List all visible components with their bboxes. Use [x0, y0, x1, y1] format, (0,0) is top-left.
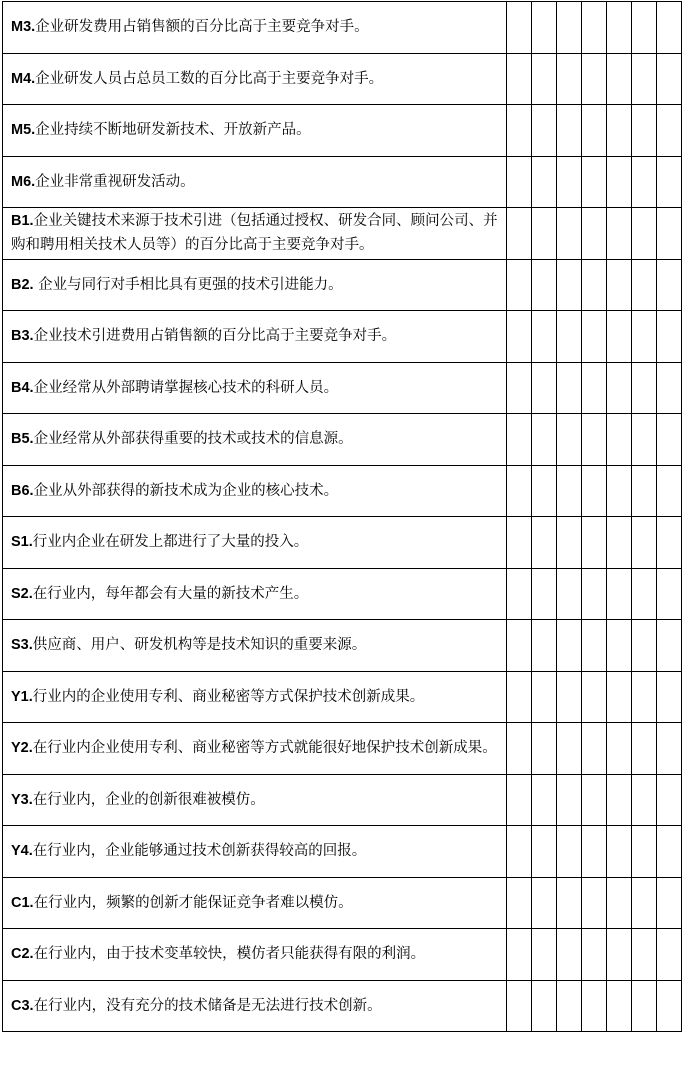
- rating-cell[interactable]: [581, 929, 606, 981]
- rating-cell[interactable]: [506, 362, 531, 414]
- rating-cell[interactable]: [656, 208, 681, 260]
- table-row: [3, 877, 682, 929]
- question-cell: [3, 671, 507, 723]
- rating-cell[interactable]: [631, 311, 656, 363]
- rating-cell[interactable]: [556, 156, 581, 208]
- rating-cell[interactable]: [531, 311, 556, 363]
- rating-cell[interactable]: [581, 568, 606, 620]
- rating-cell[interactable]: [581, 105, 606, 157]
- rating-cell[interactable]: [556, 2, 581, 54]
- rating-cell[interactable]: [556, 414, 581, 466]
- rating-cell[interactable]: [606, 208, 631, 260]
- question-id: Y3.: [11, 791, 33, 808]
- rating-cell[interactable]: [631, 105, 656, 157]
- table-row: [3, 156, 682, 208]
- rating-cell[interactable]: [631, 414, 656, 466]
- rating-cell[interactable]: [581, 723, 606, 775]
- rating-cell[interactable]: [631, 517, 656, 569]
- rating-cell[interactable]: [531, 156, 556, 208]
- question-cell: [3, 53, 507, 105]
- rating-cell[interactable]: [656, 929, 681, 981]
- question-cell: [3, 2, 507, 54]
- rating-cell[interactable]: [606, 826, 631, 878]
- rating-cell[interactable]: [506, 671, 531, 723]
- question-cell: [3, 826, 507, 878]
- rating-cell[interactable]: [656, 311, 681, 363]
- table-row: [3, 465, 682, 517]
- rating-cell[interactable]: [581, 362, 606, 414]
- question-id: B5.: [11, 431, 34, 448]
- rating-cell[interactable]: [631, 980, 656, 1032]
- rating-cell[interactable]: [531, 362, 556, 414]
- question-cell: [3, 105, 507, 157]
- question-cell: [3, 311, 507, 363]
- rating-cell[interactable]: [506, 311, 531, 363]
- question-text: 企业非常重视研发活动。: [35, 173, 195, 190]
- question-cell: [3, 723, 507, 775]
- rating-cell[interactable]: [606, 620, 631, 672]
- rating-cell[interactable]: [631, 2, 656, 54]
- question-text: 在行业内，没有充分的技术储备是无法进行技术创新。: [33, 997, 382, 1014]
- question-id: Y2.: [11, 740, 33, 757]
- question-id: B4.: [11, 379, 34, 396]
- rating-cell[interactable]: [656, 568, 681, 620]
- rating-cell[interactable]: [656, 774, 681, 826]
- rating-cell[interactable]: [606, 929, 631, 981]
- question-id: B3.: [11, 328, 34, 345]
- rating-cell[interactable]: [506, 877, 531, 929]
- rating-cell[interactable]: [656, 2, 681, 54]
- rating-cell[interactable]: [531, 620, 556, 672]
- rating-cell[interactable]: [506, 53, 531, 105]
- question-text: 企业与同行对手相比具有更强的技术引进能力。: [33, 276, 343, 293]
- rating-cell[interactable]: [656, 414, 681, 466]
- rating-cell[interactable]: [656, 156, 681, 208]
- question-text: 在行业内企业使用专利、商业秘密等方式就能很好地保护技术创新成果。: [32, 740, 497, 757]
- question-text: 在行业内，企业能够通过技术创新获得较高的回报。: [32, 843, 367, 860]
- rating-cell[interactable]: [556, 671, 581, 723]
- rating-cell[interactable]: [631, 53, 656, 105]
- question-text: 在行业内，频繁的创新才能保证竞争者难以模仿。: [33, 894, 353, 911]
- rating-cell[interactable]: [506, 2, 531, 54]
- rating-cell[interactable]: [531, 105, 556, 157]
- rating-cell[interactable]: [656, 259, 681, 311]
- table-row: [3, 53, 682, 105]
- rating-cell[interactable]: [556, 208, 581, 260]
- table-row: [3, 105, 682, 157]
- rating-cell[interactable]: [631, 465, 656, 517]
- rating-cell[interactable]: [531, 517, 556, 569]
- rating-cell[interactable]: [506, 980, 531, 1032]
- rating-cell[interactable]: [631, 620, 656, 672]
- rating-cell[interactable]: [606, 465, 631, 517]
- rating-cell[interactable]: [581, 517, 606, 569]
- rating-cell[interactable]: [631, 723, 656, 775]
- rating-cell[interactable]: [556, 517, 581, 569]
- rating-cell[interactable]: [631, 929, 656, 981]
- rating-cell[interactable]: [656, 826, 681, 878]
- rating-cell[interactable]: [506, 105, 531, 157]
- rating-cell[interactable]: [556, 362, 581, 414]
- rating-cell[interactable]: [606, 311, 631, 363]
- question-text: 企业研发费用占销售额的百分比高于主要竞争对手。: [35, 19, 369, 36]
- rating-cell[interactable]: [531, 929, 556, 981]
- question-text: 行业内企业在研发上都进行了大量的投入。: [32, 534, 309, 551]
- rating-cell[interactable]: [606, 362, 631, 414]
- question-text: 企业关键技术来源于技术引进（包括通过授权、研发合同、顾问公司、并购和聘用相关技术人员等）的百分比高于主要竞争对手。: [11, 213, 498, 254]
- rating-cell[interactable]: [531, 208, 556, 260]
- rating-cell[interactable]: [506, 568, 531, 620]
- rating-cell[interactable]: [656, 53, 681, 105]
- rating-cell[interactable]: [606, 414, 631, 466]
- question-cell: [3, 568, 507, 620]
- question-text: 企业经常从外部获得重要的技术或技术的信息源。: [33, 431, 353, 448]
- rating-cell[interactable]: [531, 259, 556, 311]
- table-row: [3, 2, 682, 54]
- rating-cell[interactable]: [531, 53, 556, 105]
- rating-cell[interactable]: [606, 980, 631, 1032]
- rating-cell[interactable]: [581, 2, 606, 54]
- rating-cell[interactable]: [606, 671, 631, 723]
- rating-cell[interactable]: [581, 877, 606, 929]
- table-row: [3, 311, 682, 363]
- table-row: [3, 620, 682, 672]
- rating-cell[interactable]: [506, 517, 531, 569]
- rating-cell[interactable]: [556, 105, 581, 157]
- question-id: S2.: [11, 585, 33, 602]
- question-text: 企业技术引进费用占销售额的百分比高于主要竞争对手。: [33, 328, 397, 345]
- rating-cell[interactable]: [606, 723, 631, 775]
- rating-cell[interactable]: [556, 311, 581, 363]
- question-text: 供应商、用户、研发机构等是技术知识的重要来源。: [32, 637, 367, 654]
- rating-cell[interactable]: [531, 980, 556, 1032]
- question-id: B1.: [11, 213, 34, 230]
- rating-cell[interactable]: [581, 980, 606, 1032]
- rating-cell[interactable]: [631, 774, 656, 826]
- rating-cell[interactable]: [656, 362, 681, 414]
- rating-cell[interactable]: [656, 105, 681, 157]
- rating-cell[interactable]: [556, 620, 581, 672]
- rating-cell[interactable]: [581, 414, 606, 466]
- survey-table: [2, 1, 682, 1032]
- rating-cell[interactable]: [531, 2, 556, 54]
- rating-cell[interactable]: [606, 877, 631, 929]
- question-id: M6.: [11, 173, 36, 190]
- question-text: 企业从外部获得的新技术成为企业的核心技术。: [33, 482, 339, 499]
- rating-cell[interactable]: [656, 723, 681, 775]
- rating-cell[interactable]: [581, 774, 606, 826]
- rating-cell[interactable]: [506, 465, 531, 517]
- rating-cell[interactable]: [556, 53, 581, 105]
- rating-cell[interactable]: [606, 568, 631, 620]
- question-text: 企业经常从外部聘请掌握核心技术的科研人员。: [33, 379, 339, 396]
- rating-cell[interactable]: [606, 259, 631, 311]
- rating-cell[interactable]: [656, 620, 681, 672]
- table-row: [3, 980, 682, 1032]
- rating-cell[interactable]: [606, 517, 631, 569]
- rating-cell[interactable]: [506, 774, 531, 826]
- rating-cell[interactable]: [556, 929, 581, 981]
- rating-cell[interactable]: [531, 414, 556, 466]
- rating-cell[interactable]: [531, 877, 556, 929]
- rating-cell[interactable]: [631, 362, 656, 414]
- rating-cell[interactable]: [506, 156, 531, 208]
- rating-cell[interactable]: [631, 671, 656, 723]
- rating-cell[interactable]: [506, 208, 531, 260]
- question-cell: [3, 414, 507, 466]
- rating-cell[interactable]: [531, 568, 556, 620]
- rating-cell[interactable]: [506, 414, 531, 466]
- question-text: 在行业内，企业的创新很难被模仿。: [32, 791, 265, 808]
- question-text: 在行业内，每年都会有大量的新技术产生。: [32, 585, 309, 602]
- table-row: [3, 826, 682, 878]
- rating-cell[interactable]: [556, 259, 581, 311]
- rating-cell[interactable]: [606, 156, 631, 208]
- question-text: 企业研发人员占总员工数的百分比高于主要竞争对手。: [35, 70, 384, 87]
- question-cell: [3, 156, 507, 208]
- rating-cell[interactable]: [631, 208, 656, 260]
- question-cell: [3, 774, 507, 826]
- rating-cell[interactable]: [506, 723, 531, 775]
- rating-cell[interactable]: [631, 877, 656, 929]
- rating-cell[interactable]: [531, 671, 556, 723]
- question-text: 行业内的企业使用专利、商业秘密等方式保护技术创新成果。: [32, 688, 425, 705]
- question-id: M3.: [11, 19, 36, 36]
- table-row: [3, 517, 682, 569]
- rating-cell[interactable]: [631, 826, 656, 878]
- table-row: [3, 259, 682, 311]
- question-text: 在行业内，由于技术变革较快，模仿者只能获得有限的利润。: [33, 946, 426, 963]
- rating-cell[interactable]: [506, 929, 531, 981]
- rating-cell[interactable]: [506, 620, 531, 672]
- rating-cell[interactable]: [581, 826, 606, 878]
- rating-cell[interactable]: [581, 311, 606, 363]
- rating-cell[interactable]: [531, 774, 556, 826]
- rating-cell[interactable]: [631, 259, 656, 311]
- rating-cell[interactable]: [581, 259, 606, 311]
- table-row: [3, 774, 682, 826]
- rating-cell[interactable]: [606, 53, 631, 105]
- question-cell: [3, 362, 507, 414]
- rating-cell[interactable]: [556, 826, 581, 878]
- table-row: [3, 208, 682, 260]
- rating-cell[interactable]: [581, 671, 606, 723]
- rating-cell[interactable]: [581, 53, 606, 105]
- question-id: B2.: [11, 276, 34, 293]
- rating-cell[interactable]: [656, 465, 681, 517]
- table-row: [3, 568, 682, 620]
- question-id: C3.: [11, 997, 34, 1014]
- question-id: M4.: [11, 70, 36, 87]
- rating-cell[interactable]: [581, 465, 606, 517]
- rating-cell[interactable]: [556, 465, 581, 517]
- rating-cell[interactable]: [531, 465, 556, 517]
- question-cell: [3, 465, 507, 517]
- question-cell: [3, 620, 507, 672]
- question-cell: [3, 208, 507, 260]
- table-row: [3, 362, 682, 414]
- rating-cell[interactable]: [656, 980, 681, 1032]
- question-text: 企业持续不断地研发新技术、开放新产品。: [35, 122, 311, 139]
- question-cell: [3, 980, 507, 1032]
- table-row: [3, 723, 682, 775]
- rating-cell[interactable]: [656, 877, 681, 929]
- question-id: B6.: [11, 482, 34, 499]
- table-row: [3, 414, 682, 466]
- rating-cell[interactable]: [581, 208, 606, 260]
- question-id: C1.: [11, 894, 34, 911]
- question-cell: [3, 259, 507, 311]
- rating-cell[interactable]: [581, 620, 606, 672]
- rating-cell[interactable]: [631, 156, 656, 208]
- rating-cell[interactable]: [506, 259, 531, 311]
- rating-cell[interactable]: [606, 774, 631, 826]
- question-cell: [3, 877, 507, 929]
- rating-cell[interactable]: [556, 723, 581, 775]
- rating-cell[interactable]: [556, 774, 581, 826]
- rating-cell[interactable]: [556, 980, 581, 1032]
- rating-cell[interactable]: [531, 723, 556, 775]
- question-id: C2.: [11, 946, 34, 963]
- question-id: Y4.: [11, 843, 33, 860]
- question-cell: [3, 517, 507, 569]
- rating-cell[interactable]: [556, 877, 581, 929]
- question-id: Y1.: [11, 688, 33, 705]
- table-row: [3, 671, 682, 723]
- rating-cell[interactable]: [581, 156, 606, 208]
- question-id: S3.: [11, 637, 33, 654]
- question-id: S1.: [11, 534, 33, 551]
- rating-cell[interactable]: [606, 2, 631, 54]
- rating-cell[interactable]: [656, 517, 681, 569]
- table-row: [3, 929, 682, 981]
- question-cell: [3, 929, 507, 981]
- rating-cell[interactable]: [656, 671, 681, 723]
- rating-cell[interactable]: [631, 568, 656, 620]
- rating-cell[interactable]: [506, 826, 531, 878]
- rating-cell[interactable]: [606, 105, 631, 157]
- rating-cell[interactable]: [556, 568, 581, 620]
- question-id: M5.: [11, 122, 36, 139]
- rating-cell[interactable]: [531, 826, 556, 878]
